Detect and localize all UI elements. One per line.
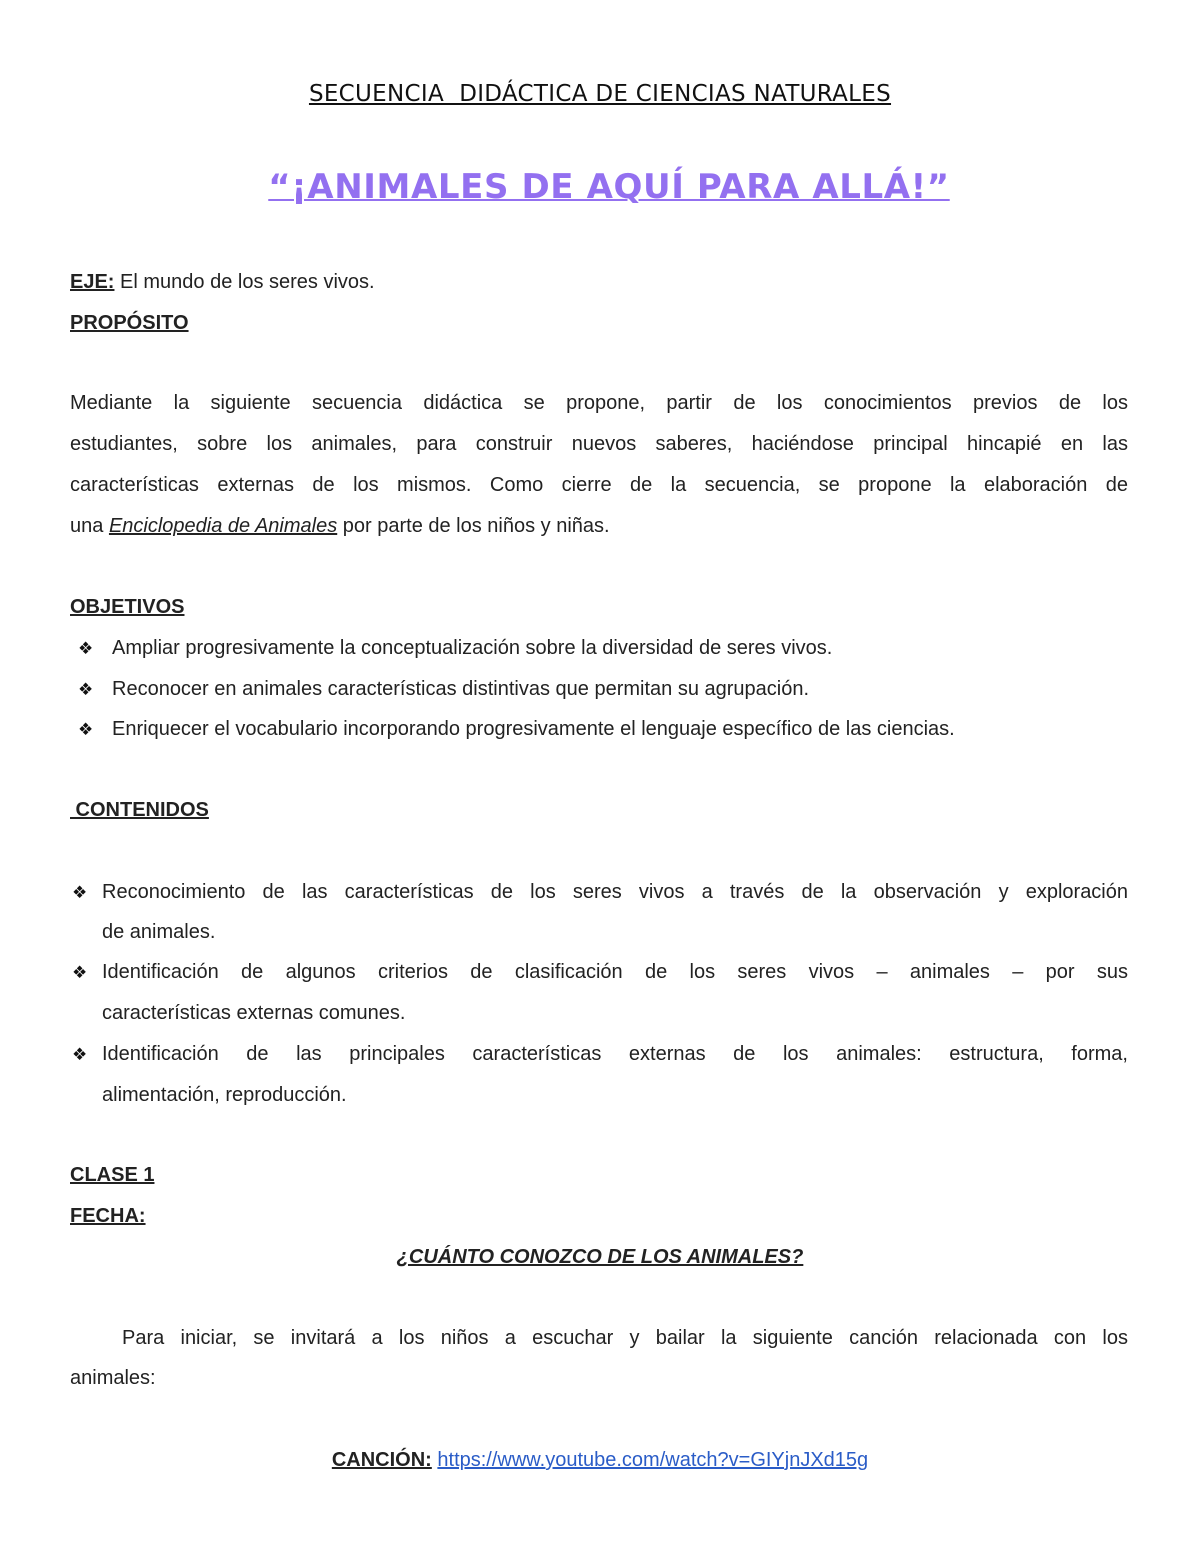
contenido-bullet	[72, 960, 96, 985]
cancion-line	[0, 1448, 1200, 1472]
contenido-item-1-line-1: Reconocimiento de las características de los seres vivos a través de la observación y exploración	[102, 881, 1128, 903]
objetivo-text: Ampliar progresivamente la conceptualización sobre la diversidad de seres vivos.	[112, 637, 833, 659]
proposito-line-3: características externas de los mismos. Como cierre de la secuencia, se propone la elaboración de	[70, 474, 1128, 496]
eje-line	[70, 270, 1128, 294]
contenido-item-2-line-1: Identificación de algunos criterios de clasificación de los seres vivos – animales – por sus	[102, 961, 1128, 983]
enciclopedia-emphasis: Enciclopedia de Animales	[108, 515, 338, 537]
clase-subtitle-text: ¿CUÁNTO CONOZCO DE LOS ANIMALES?	[396, 1246, 804, 1268]
diamond-bullet-icon: ❖	[78, 720, 94, 739]
contenido-item-1-line-2: de animales.	[102, 921, 216, 943]
objetivo-item	[78, 677, 809, 702]
objetivo-item	[78, 636, 832, 661]
diamond-bullet-icon: ❖	[72, 883, 88, 902]
diamond-bullet-icon: ❖	[78, 639, 94, 658]
proposito-suffix: por parte de los niños y niñas.	[337, 515, 610, 537]
objetivo-text: Enriquecer el vocabulario incorporando progresivamente el lenguaje específico de las ciencias.	[112, 718, 955, 740]
intro-line-2: animales:	[70, 1367, 156, 1389]
cancion-link[interactable]: https://www.youtube.com/watch?v=GIYjnJXd15g	[437, 1449, 869, 1471]
main-title	[0, 166, 1200, 208]
proposito-prefix: una	[70, 515, 109, 537]
proposito-line-2: estudiantes, sobre los animales, para construir nuevos saberes, haciéndose principal hincapié en las	[70, 433, 1128, 455]
document-header-title	[0, 80, 1200, 108]
contenido-bullet	[72, 1042, 96, 1067]
proposito-line-1: Mediante la siguiente secuencia didáctica se propone, partir de los conocimientos previos de los	[70, 392, 1128, 414]
cancion-label: CANCIÓN:	[331, 1449, 432, 1471]
fecha-label: FECHA:	[70, 1205, 146, 1227]
diamond-bullet-icon: ❖	[72, 1045, 88, 1064]
contenido-bullet	[72, 880, 96, 905]
header-title-text: SECUENCIA DIDÁCTICA DE CIENCIAS NATURALES	[308, 81, 892, 107]
objetivos-heading: OBJETIVOS	[70, 596, 185, 618]
main-title-text: “¡ANIMALES DE AQUÍ PARA ALLÁ!”	[268, 167, 950, 207]
intro-line-1: Para iniciar, se invitará a los niños a escuchar y bailar la siguiente canción relacionada con los	[122, 1327, 1128, 1349]
objetivo-text: Reconocer en animales características distintivas que permitan su agrupación.	[112, 678, 810, 700]
clase-subtitle	[0, 1245, 1200, 1269]
contenidos-heading: CONTENIDOS	[70, 799, 209, 821]
objetivo-item	[78, 717, 955, 742]
contenido-item-2-line-2: características externas comunes.	[102, 1002, 406, 1024]
eje-text: El mundo de los seres vivos.	[114, 271, 375, 293]
proposito-line-4	[70, 514, 1128, 538]
proposito-heading: PROPÓSITO	[70, 312, 189, 334]
diamond-bullet-icon: ❖	[78, 680, 94, 699]
eje-label: EJE:	[70, 271, 115, 293]
contenido-item-3-line-2: alimentación, reproducción.	[102, 1084, 347, 1106]
clase-label: CLASE 1	[70, 1164, 155, 1186]
diamond-bullet-icon: ❖	[72, 963, 88, 982]
contenido-item-3-line-1: Identificación de las principales características externas de los animales: estructura, forma,	[102, 1043, 1128, 1065]
